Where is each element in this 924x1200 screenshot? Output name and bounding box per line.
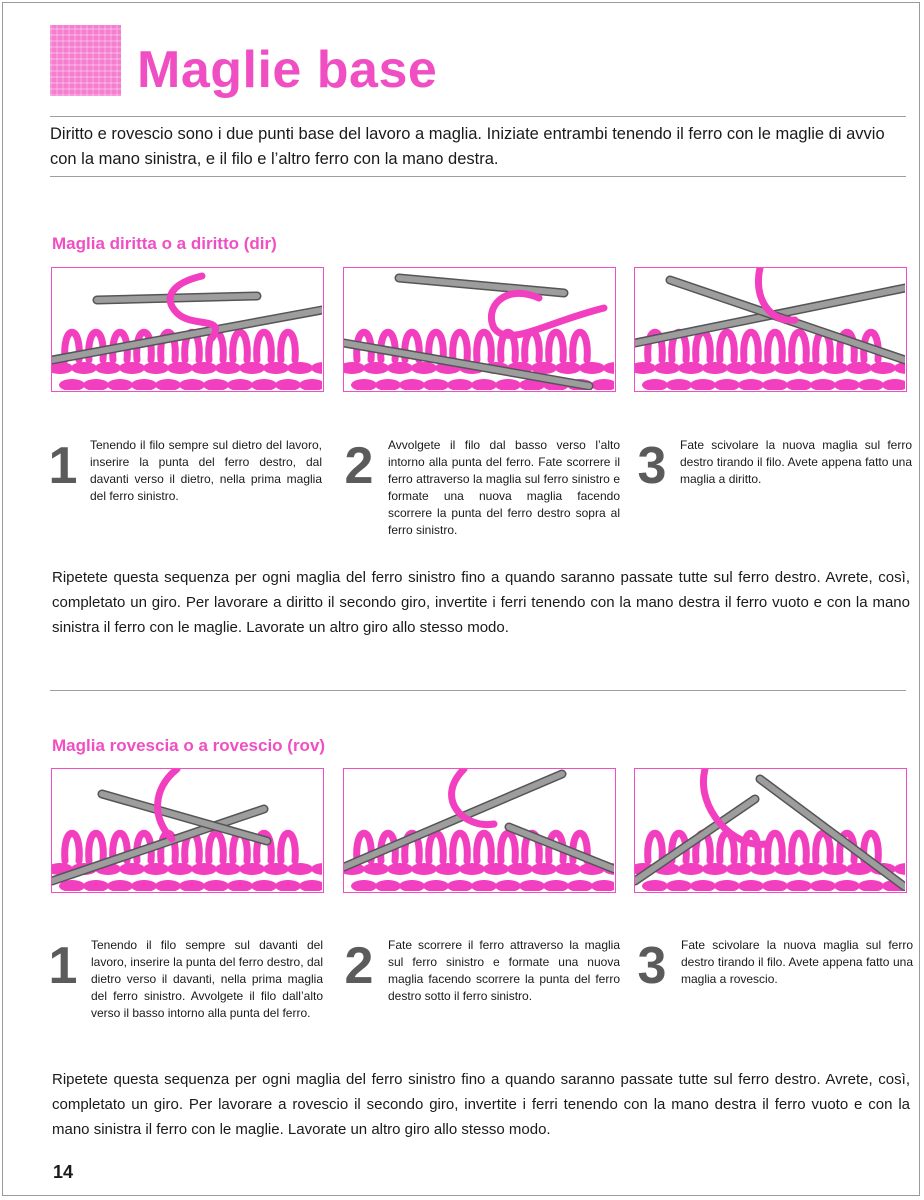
section-title-knit: Maglia diritta o a diritto (dir) — [52, 234, 277, 253]
knit-step-1-text: Tenendo il filo sempre sul dietro del lavoro, inserire la punta del ferro destro, dal davanti verso il dietro, nella prima maglia del ferro sinistro. — [90, 438, 322, 503]
yarn-stitch — [107, 379, 133, 390]
yarn-stitch — [447, 379, 473, 390]
knit-repeat-paragraph: Ripetete questa sequenza per ogni maglia del ferro sinistro fino a quando saranno passate tutte sul ferro destro. Avrete, così, completato un giro. Per lavorare a diritto il secondo giro, invertite i ferri tenendo con la mano destra il ferro vuoto e con la mano sinistra il ferro con le maglie. Lavorate un altro giro allo stesso modo. — [52, 569, 910, 636]
yarn-stitch — [399, 880, 425, 891]
yarn-stitch — [786, 379, 812, 390]
yarn-stitch — [263, 863, 289, 875]
yarn-stitch — [215, 362, 241, 374]
yarn-stitch — [798, 362, 824, 374]
yarn-stitch — [555, 362, 581, 374]
stitch-loop — [744, 332, 759, 360]
yarn-stitch — [311, 362, 322, 374]
yarn-stitch — [435, 863, 461, 875]
yarn-stitch — [666, 379, 692, 390]
yarn-stitch — [215, 863, 241, 875]
yarn-stitch — [311, 863, 322, 875]
yarn-stitch — [726, 362, 752, 374]
yarn-stitch — [810, 379, 836, 390]
yarn-stitch — [786, 880, 812, 891]
yarn-stitch — [507, 863, 533, 875]
yarn-stitch — [635, 362, 656, 374]
yarn-stitch — [798, 863, 824, 875]
yarn-stitch — [483, 863, 509, 875]
yarn-stitch — [387, 863, 413, 875]
stitch-loop — [453, 833, 468, 861]
yarn-stitch — [399, 379, 425, 390]
yarn-stitch — [471, 880, 497, 891]
yarn-stitch — [495, 379, 521, 390]
yarn-stitch — [143, 362, 169, 374]
purl-step-1-number: 1 — [48, 937, 78, 995]
yarn-stitch — [275, 880, 301, 891]
stitch-loop — [477, 833, 492, 861]
yarn-stitch — [762, 880, 788, 891]
yarn-stitch — [858, 379, 884, 390]
yarn-stitch — [555, 863, 581, 875]
stitch-loop — [257, 332, 272, 360]
stitch-loop — [768, 332, 783, 360]
yarn-stitch — [227, 880, 253, 891]
yarn-stitch — [678, 362, 704, 374]
yarn-stitch — [591, 379, 614, 390]
yarn-stitch — [471, 379, 497, 390]
yarn-stitch — [750, 362, 776, 374]
yarn-stitch — [714, 880, 740, 891]
yarn-stitch — [179, 880, 205, 891]
title-decoration-block — [50, 25, 121, 96]
yarn-stitch — [846, 362, 872, 374]
yarn-stitch — [738, 379, 764, 390]
stitch-loop — [65, 833, 80, 861]
stitch-loop — [696, 332, 711, 360]
yarn-stitch — [239, 863, 265, 875]
yarn-stitch — [642, 379, 668, 390]
purl-repeat-paragraph: Ripetete questa sequenza per ogni maglia del ferro sinistro fino a quando saranno passate tutte sul ferro destro. Avrete, così, completato un giro. Per lavorare a rovescio il secondo giro, invertite i ferri tenendo con la mano destra il ferro vuoto e con la mano sinistra il ferro con le maglie. Lavorate un altro giro allo stesso modo. — [52, 1071, 910, 1138]
yarn-stitch — [690, 880, 716, 891]
yarn-stitch — [263, 362, 289, 374]
yarn-stitch — [344, 362, 365, 374]
stitch-loop — [816, 833, 831, 861]
knitting-needle — [97, 296, 257, 300]
yarn-stitch — [834, 379, 860, 390]
purl-step-3-number: 3 — [637, 937, 667, 995]
yarn-stitch — [251, 379, 277, 390]
yarn-stitch — [83, 880, 109, 891]
knit-step-2-number: 2 — [344, 437, 374, 495]
yarn-stitch — [71, 362, 97, 374]
yarn-stitch — [191, 362, 217, 374]
yarn-stitch — [762, 379, 788, 390]
stitch-loop — [281, 833, 296, 861]
knit-step-3-illustration — [634, 267, 907, 392]
yarn-stitch — [131, 379, 157, 390]
yarn-stitch — [95, 362, 121, 374]
stitch-loop — [792, 833, 807, 861]
yarn-stitch — [858, 880, 884, 891]
yarn-stitch — [810, 880, 836, 891]
yarn-stitch — [239, 362, 265, 374]
yarn-stitch — [495, 880, 521, 891]
yarn-stitch — [678, 863, 704, 875]
purl-step-2-text: Fate scorrere il ferro attraverso la maglia sul ferro sinistro e formate una nuova maglia facendo scorrere la punta del ferro destro sotto il ferro sinistro. — [388, 938, 620, 1003]
yarn-stitch — [351, 880, 377, 891]
yarn-stitch — [387, 362, 413, 374]
knit-step-1-illustration — [51, 267, 324, 392]
yarn-stitch — [83, 379, 109, 390]
yarn-stitch — [275, 379, 301, 390]
yarn-stitch — [531, 863, 557, 875]
yarn-stitch — [894, 863, 905, 875]
purl-step-1-text: Tenendo il filo sempre sul davanti del lavoro, inserire la punta del ferro destro, dal dietro verso il davanti, nella prima maglia del ferro sinistro. Avvolgete il filo dall’alto verso il basso intorno alla punta del ferro. — [91, 938, 323, 1020]
working-yarn — [158, 769, 177, 839]
yarn-stitch — [690, 379, 716, 390]
yarn-stitch — [299, 379, 322, 390]
yarn-stitch — [822, 863, 848, 875]
knit-step-2-illustration — [343, 267, 616, 392]
intro-paragraph: Diritto e rovescio sono i due punti base del lavoro a maglia. Iniziate entrambi tenendo il ferro con le maglie di avvio con la mano sinistra, e il filo e l’altro ferro con la mano destra. — [50, 125, 885, 168]
yarn-stitch — [119, 863, 145, 875]
yarn-stitch — [774, 362, 800, 374]
stitch-loop — [720, 332, 735, 360]
intro-divider — [50, 176, 906, 177]
page-number: 14 — [53, 1162, 74, 1182]
page-title: Maglie base — [137, 41, 438, 99]
yarn-stitch — [543, 880, 569, 891]
stitch-loop — [233, 332, 248, 360]
yarn-stitch — [167, 863, 193, 875]
yarn-stitch — [375, 880, 401, 891]
yarn-stitch — [227, 379, 253, 390]
yarn-stitch — [423, 379, 449, 390]
yarn-stitch — [143, 863, 169, 875]
yarn-stitch — [567, 880, 593, 891]
yarn-stitch — [714, 379, 740, 390]
stitch-loop — [209, 833, 224, 861]
yarn-stitch — [131, 880, 157, 891]
yarn-stitch — [363, 362, 389, 374]
yarn-stitch — [702, 863, 728, 875]
yarn-stitch — [726, 863, 752, 875]
yarn-stitch — [155, 880, 181, 891]
yarn-stitch — [459, 863, 485, 875]
section-divider — [50, 690, 906, 691]
yarn-stitch — [423, 880, 449, 891]
purl-step-3-illustration — [634, 768, 907, 893]
yarn-stitch — [59, 379, 85, 390]
stitch-loop — [453, 332, 468, 360]
purl-step-3-text: Fate scivolare la nuova maglia sul ferro destro tirando il filo. Avete appena fatto una maglia a rovescio. — [681, 938, 913, 986]
yarn-stitch — [774, 863, 800, 875]
stitch-loop — [477, 332, 492, 360]
stitch-loop — [648, 833, 663, 861]
knit-step-2-text: Avvolgete il filo dal basso verso l’alto intorno alla punta del ferro. Fate scorrere il ferro attraverso la maglia sul ferro sinistro e formate una nuova maglia facendo scorrere la punta del ferro destro sopra al ferro sinistro. — [388, 438, 620, 537]
yarn-stitch — [363, 863, 389, 875]
yarn-stitch — [870, 362, 896, 374]
yarn-stitch — [119, 362, 145, 374]
title-divider — [50, 116, 906, 117]
yarn-stitch — [834, 880, 860, 891]
purl-step-2-illustration — [343, 768, 616, 893]
yarn-stitch — [411, 863, 437, 875]
yarn-stitch — [702, 362, 728, 374]
knitting-needle — [399, 278, 564, 293]
yarn-stitch — [738, 880, 764, 891]
section-title-purl: Maglia rovescia o a rovescio (rov) — [52, 736, 326, 755]
yarn-stitch — [411, 362, 437, 374]
stitch-loop — [768, 833, 783, 861]
yarn-stitch — [251, 880, 277, 891]
yarn-stitch — [579, 362, 605, 374]
stitch-loop — [525, 332, 540, 360]
stitch-loop — [792, 332, 807, 360]
yarn-stitch — [654, 362, 680, 374]
yarn-stitch — [203, 880, 229, 891]
yarn-stitch — [603, 362, 614, 374]
yarn-stitch — [155, 379, 181, 390]
yarn-stitch — [519, 880, 545, 891]
yarn-stitch — [447, 880, 473, 891]
stitch-loop — [549, 332, 564, 360]
yarn-stitch — [750, 863, 776, 875]
yarn-stitch — [167, 362, 193, 374]
stitch-loop — [573, 332, 588, 360]
yarn-stitch — [191, 863, 217, 875]
knit-step-3-text: Fate scivolare la nuova maglia sul ferro destro tirando il filo. Avete appena fatto una maglia a diritto. — [680, 438, 912, 486]
yarn-stitch — [642, 880, 668, 891]
yarn-stitch — [299, 880, 322, 891]
stitch-loop — [501, 833, 516, 861]
knit-step-3-number: 3 — [637, 437, 667, 495]
purl-step-1-illustration — [51, 768, 324, 893]
yarn-stitch — [591, 880, 614, 891]
yarn-stitch — [882, 379, 905, 390]
yarn-stitch — [666, 880, 692, 891]
stitch-loop — [281, 332, 296, 360]
yarn-stitch — [351, 379, 377, 390]
yarn-stitch — [107, 880, 133, 891]
purl-step-2-number: 2 — [344, 937, 374, 995]
yarn-stitch — [375, 379, 401, 390]
stitch-loop — [429, 833, 444, 861]
yarn-stitch — [287, 863, 313, 875]
yarn-stitch — [179, 379, 205, 390]
stitch-loop — [89, 833, 104, 861]
yarn-stitch — [287, 362, 313, 374]
knit-step-1-number: 1 — [48, 437, 78, 495]
yarn-stitch — [203, 379, 229, 390]
yarn-stitch — [822, 362, 848, 374]
